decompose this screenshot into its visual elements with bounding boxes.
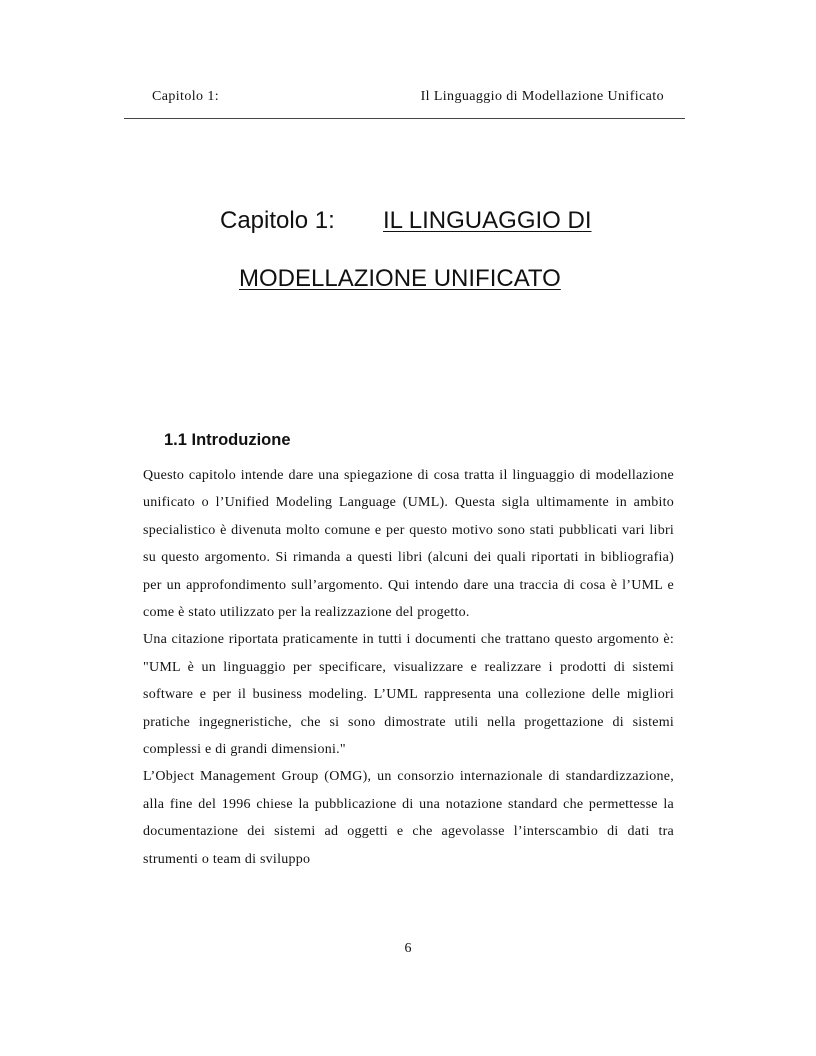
paragraph: L’Object Management Group (OMG), un consorzio internazionale di standardizzazione, alla fine del 1996 chiese la pubblicazione di una notazione standard che permettesse la documentazione dei sistemi ad oggetti e che agevolasse l’interscambio di dati tra strumenti o team di sviluppo	[143, 769, 674, 867]
header-divider	[124, 118, 685, 119]
running-header	[152, 89, 664, 109]
paragraph: Questo capitolo intende dare una spiegazione di cosa tratta il linguaggio di modellazione unificato o l’Unified Modeling Language (UML). Questa sigla ultimamente in ambito specialistico è divenuta molto comune e per questo motivo sono stati pubblicati vari libri su questo argomento. Si rimanda a questi libri (alcuni dei quali riportati in bibliografia) per un approfondimento sull’argomento. Qui intendo dare una traccia di cosa è l’UML e come è stato utilizzato per la realizzazione del progetto.	[143, 468, 674, 621]
paragraph: Una citazione riportata praticamente in tutti i documenti che trattano questo argomento è: "UML è un linguaggio per specificare, visualizzare e realizzare i prodotti di sistemi software e per il business modeling. L’UML rappresenta una collezione delle migliori pratiche ingegneristiche, che si sono dimostrate utili nella progettazione di sistemi complessi e di grandi dimensioni."	[143, 632, 674, 758]
header-chapter-label: Capitolo 1:	[152, 89, 220, 104]
body-text	[143, 462, 674, 942]
page-number: 6	[404, 941, 412, 956]
chapter-title-line1: IL LINGUAGGIO DI	[383, 207, 592, 234]
chapter-label: Capitolo 1:	[220, 207, 335, 234]
chapter-title-line2: MODELLAZIONE UNIFICATO	[239, 265, 561, 292]
header-chapter-title: Il Linguaggio di Modellazione Unificato	[420, 89, 664, 104]
section-heading: 1.1 Introduzione	[164, 431, 291, 449]
